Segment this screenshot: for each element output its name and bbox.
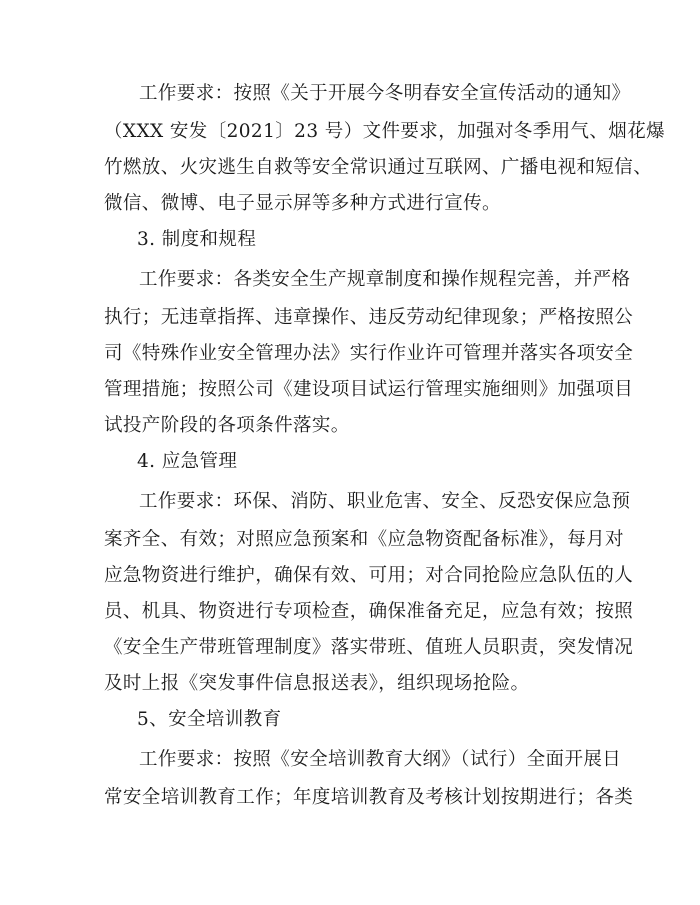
- paragraph-line: 竹燃放、火灾逃生自救等安全常识通过互联网、广播电视和短信、: [104, 157, 653, 178]
- paragraph-line: 工作要求：各类安全生产规章制度和操作规程完善，并严格: [139, 269, 631, 290]
- section-heading: 4. 应急管理: [137, 451, 238, 472]
- paragraph-line: 《安全生产带班管理制度》落实带班、值班人员职责，突发情况: [104, 637, 634, 658]
- section-heading: 3. 制度和规程: [137, 229, 257, 250]
- paragraph-line: 及时上报《突发事件信息报送表》，组织现场抢险。: [104, 673, 530, 694]
- paragraph-line: 微信、微博、电子显示屏等多种方式进行宣传。: [104, 193, 501, 214]
- paragraph-line: 员、机具、物资进行专项检查，确保准备充足，应急有效；按照: [104, 601, 634, 622]
- paragraph-line: 执行；无违章指挥、违章操作、违反劳动纪律现象；严格按照公: [104, 307, 634, 328]
- paragraph-line: 案齐全、有效；对照应急预案和《应急物资配备标准》，每月对: [104, 529, 624, 550]
- paragraph-line: 试投产阶段的各项条件落实。: [104, 415, 350, 436]
- paragraph-line: 管理措施；按照公司《建设项目试运行管理实施细则》加强项目: [104, 379, 634, 400]
- paragraph-line: （XXX 安发〔2021〕23 号）文件要求，加强对冬季用气、烟花爆: [104, 121, 665, 142]
- paragraph-line: 常安全培训教育工作；年度培训教育及考核计划按期进行；各类: [104, 787, 634, 808]
- paragraph-line: 工作要求：按照《安全培训教育大纲》（试行）全面开展日: [139, 749, 622, 770]
- paragraph-line: 司《特殊作业安全管理办法》实行作业许可管理并落实各项安全: [104, 343, 634, 364]
- paragraph-line: 工作要求：环保、消防、职业危害、安全、反恐安保应急预: [139, 491, 631, 512]
- paragraph-line: 工作要求：按照《关于开展今冬明春安全宣传活动的通知》: [139, 83, 631, 104]
- section-heading: 5、安全培训教育: [137, 709, 282, 730]
- paragraph-line: 应急物资进行维护，确保有效、可用；对合同抢险应急队伍的人: [104, 565, 634, 586]
